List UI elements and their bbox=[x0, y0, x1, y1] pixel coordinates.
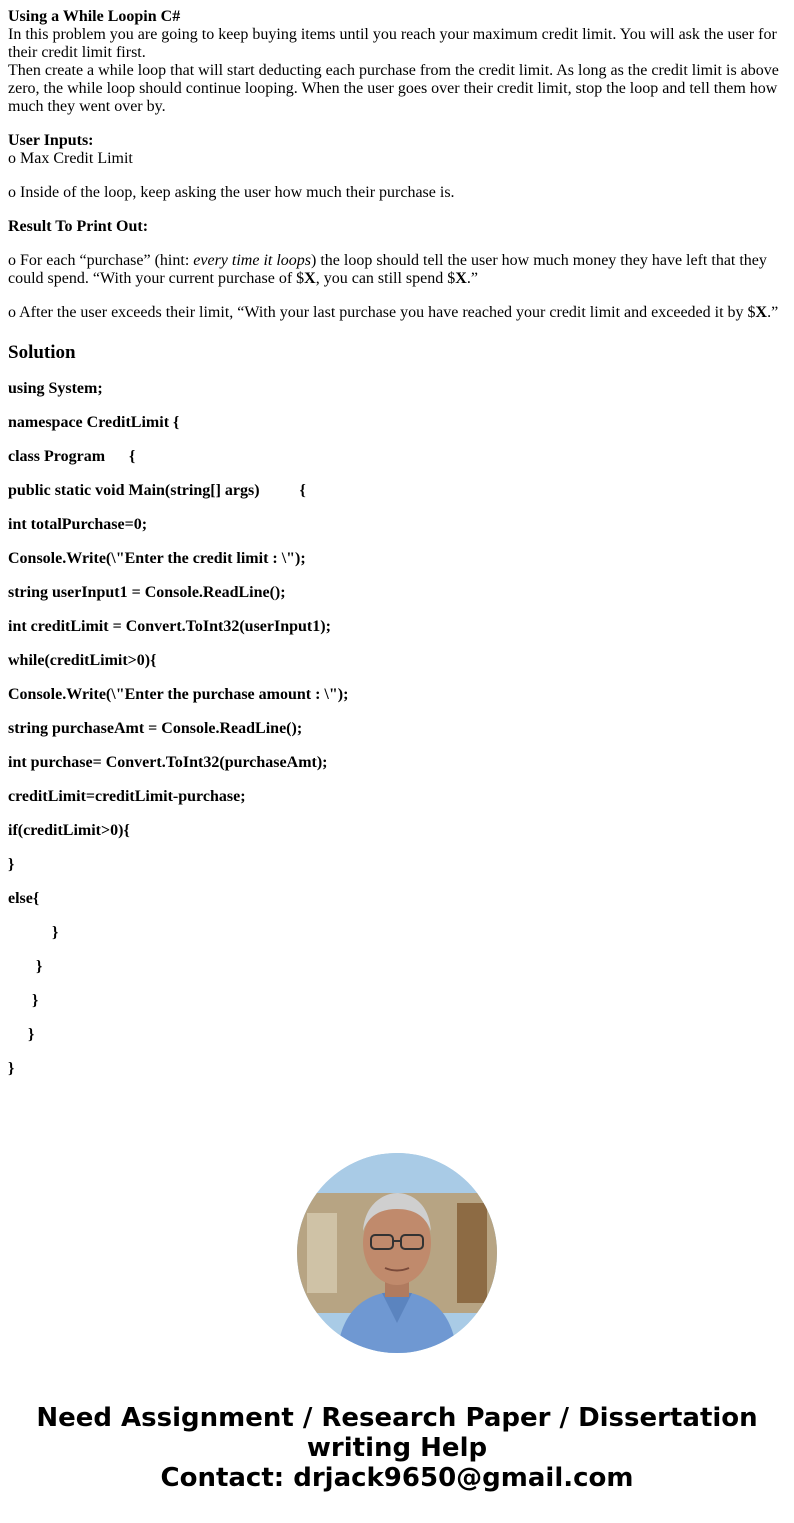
code-line: string userInput1 = Console.ReadLine(); bbox=[8, 584, 286, 601]
code-line: Console.Write(\"Enter the credit limit : \"); bbox=[8, 550, 306, 567]
input-item-max-credit: o Max Credit Limit bbox=[8, 150, 133, 167]
input-item-purchase: o Inside of the loop, keep asking the user how much their purchase is. bbox=[8, 184, 455, 201]
code-line: int totalPurchase=0; bbox=[8, 516, 148, 533]
code-line: } bbox=[8, 856, 15, 873]
code-line: public static void Main(string[] args) { bbox=[8, 482, 306, 499]
code-line: int creditLimit = Convert.ToInt32(userInput1); bbox=[8, 618, 331, 635]
code-block bbox=[8, 380, 786, 1078]
code-line: int purchase= Convert.ToInt32(purchaseAmt); bbox=[8, 754, 328, 771]
code-line: Console.Write(\"Enter the purchase amount : \"); bbox=[8, 686, 349, 703]
code-line: while(creditLimit>0){ bbox=[8, 652, 157, 669]
code-line: using System; bbox=[8, 380, 103, 397]
result-item-2: o After the user exceeds their limit, “With your last purchase you have reached your credit limit and exceeded it by $X.” bbox=[8, 304, 779, 321]
code-line: } bbox=[8, 1060, 15, 1077]
code-line: else{ bbox=[8, 890, 40, 907]
solution-heading: Solution bbox=[8, 342, 76, 363]
document bbox=[8, 8, 786, 1078]
promo-line-2: writing Help bbox=[306, 1433, 488, 1463]
intro-paragraph-2: Then create a while loop that will start deducting each purchase from the credit limit. As long as the credit limit is above zero, the while loop should continue looping. When the user goes over their credit limit, stop the loop and tell them how much they went over by. bbox=[8, 62, 779, 115]
person-photo-icon bbox=[297, 1153, 497, 1353]
code-line: } bbox=[8, 1026, 35, 1043]
code-line: } bbox=[8, 924, 59, 941]
hint-text: every time it loops bbox=[193, 252, 312, 269]
code-line: } bbox=[8, 958, 43, 975]
code-line: if(creditLimit>0){ bbox=[8, 822, 130, 839]
result-item-1: o For each “purchase” (hint: every time it loops) the loop should tell the user how much money they have left that they could spend. “With your current purchase of $X, you can still spend $X.” bbox=[8, 252, 767, 287]
code-line: namespace CreditLimit { bbox=[8, 414, 180, 431]
page-title: Using a While Loopin C# bbox=[8, 8, 181, 25]
promo-line-1: Need Assignment / Research Paper / Dissertation bbox=[36, 1403, 758, 1433]
intro-paragraph-1: In this problem you are going to keep buying items until you reach your maximum credit limit. You will ask the user for their credit limit first. bbox=[8, 26, 777, 61]
code-line: string purchaseAmt = Console.ReadLine(); bbox=[8, 720, 303, 737]
user-inputs-heading: User Inputs: bbox=[8, 132, 94, 149]
result-heading: Result To Print Out: bbox=[8, 218, 149, 235]
promo-footer bbox=[0, 1403, 794, 1493]
code-line: class Program { bbox=[8, 448, 136, 465]
code-line: creditLimit=creditLimit-purchase; bbox=[8, 788, 246, 805]
author-photo bbox=[297, 1153, 497, 1353]
code-line: } bbox=[8, 992, 39, 1009]
contact-line: Contact: drjack9650@gmail.com bbox=[160, 1463, 634, 1493]
